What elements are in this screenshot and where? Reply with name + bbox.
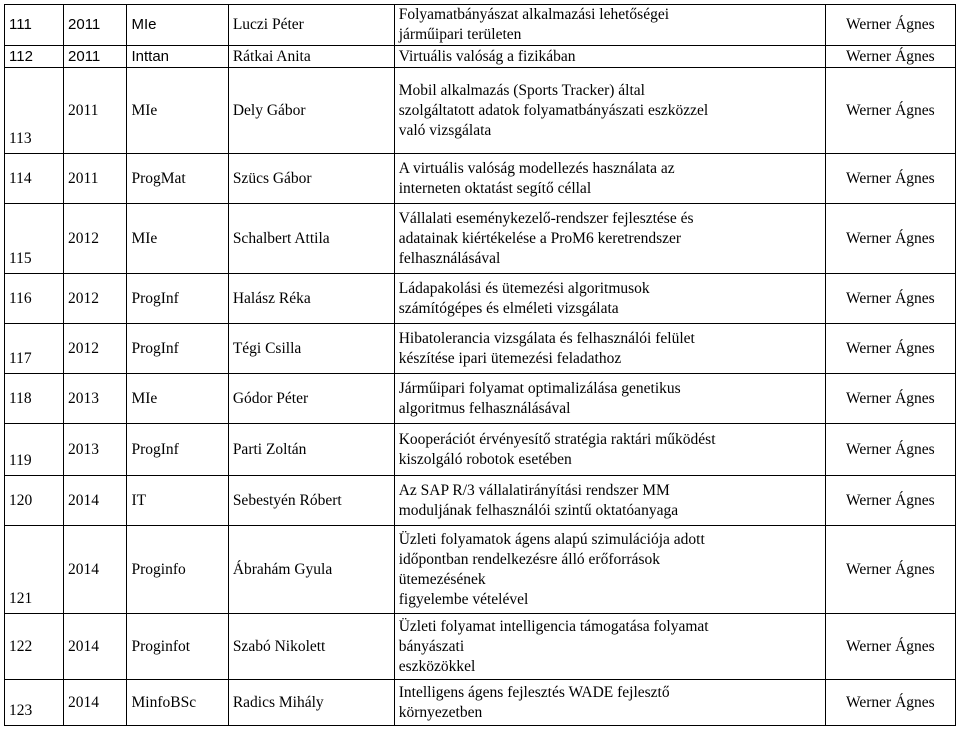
row-thesis-title	[394, 204, 825, 274]
row-program: ProgInf	[127, 274, 228, 324]
title-line: való vizsgálata	[398, 121, 492, 139]
row-number: 118	[5, 374, 64, 424]
title-line: készítése ipari ütemezési feladathoz	[398, 349, 622, 367]
row-number: 112	[5, 46, 64, 68]
table-row	[5, 274, 956, 324]
table-row	[5, 46, 956, 68]
title-line: Virtuális valóság a fizikában	[398, 47, 576, 65]
title-line: járműipari területen	[398, 26, 522, 43]
row-supervisor: Werner Ágnes	[825, 374, 955, 424]
title-line: Az SAP R/3 vállalatirányítási rendszer MM	[398, 481, 670, 499]
title-line: Járműipari folyamat optimalizálása genetikus	[398, 379, 681, 397]
row-thesis-title	[394, 424, 825, 476]
title-line: eszközökkel	[398, 657, 476, 675]
title-line: interneten oktatást segítő céllal	[398, 179, 592, 197]
title-line: algoritmus felhasználásával	[398, 399, 571, 417]
row-supervisor: Werner Ágnes	[825, 476, 955, 526]
row-student-name: Sebestyén Róbert	[228, 476, 394, 526]
row-number: 121	[5, 526, 64, 614]
row-number: 113	[5, 68, 64, 154]
row-program: Proginfo	[127, 526, 228, 614]
row-thesis-title	[394, 274, 825, 324]
row-supervisor: Werner Ágnes	[825, 324, 955, 374]
row-student-name: Rátkai Anita	[228, 46, 394, 68]
row-year: 2011	[64, 68, 127, 154]
row-program: MIe	[127, 68, 228, 154]
row-thesis-title	[394, 324, 825, 374]
row-program: MIe	[127, 374, 228, 424]
row-thesis-title	[394, 5, 825, 46]
table-row	[5, 374, 956, 424]
title-line: A virtuális valóság modellezés használata az	[398, 159, 675, 177]
title-line: számítógépes és elméleti vizsgálata	[398, 299, 619, 317]
row-thesis-title	[394, 614, 825, 680]
row-supervisor: Werner Ágnes	[825, 424, 955, 476]
row-number: 115	[5, 204, 64, 274]
row-supervisor: Werner Ágnes	[825, 154, 955, 204]
title-line: Mobil alkalmazás (Sports Tracker) által	[398, 81, 645, 99]
row-year: 2012	[64, 324, 127, 374]
row-supervisor: Werner Ágnes	[825, 274, 955, 324]
row-supervisor: Werner Ágnes	[825, 5, 955, 46]
title-line: Üzleti folyamatok ágens alapú szimulációja adott	[398, 530, 705, 548]
row-program: MinfoBSc	[127, 680, 228, 726]
table-row	[5, 68, 956, 154]
row-program: Proginfot	[127, 614, 228, 680]
row-number: 117	[5, 324, 64, 374]
row-year: 2012	[64, 274, 127, 324]
row-student-name: Gódor Péter	[228, 374, 394, 424]
row-year: 2014	[64, 526, 127, 614]
row-program: ProgInf	[127, 424, 228, 476]
row-year: 2014	[64, 614, 127, 680]
row-student-name: Halász Réka	[228, 274, 394, 324]
table-row	[5, 5, 956, 46]
row-supervisor: Werner Ágnes	[825, 526, 955, 614]
row-thesis-title	[394, 680, 825, 726]
row-number: 120	[5, 476, 64, 526]
title-line: Hibatolerancia vizsgálata és felhasználói felület	[398, 329, 695, 347]
row-year: 2012	[64, 204, 127, 274]
row-supervisor: Werner Ágnes	[825, 680, 955, 726]
row-program: ProgInf	[127, 324, 228, 374]
row-student-name: Parti Zoltán	[228, 424, 394, 476]
row-supervisor: Werner Ágnes	[825, 68, 955, 154]
row-student-name: Luczi Péter	[228, 5, 394, 46]
row-year: 2013	[64, 374, 127, 424]
row-thesis-title	[394, 476, 825, 526]
title-line: környezetben	[398, 703, 483, 721]
row-program: MIe	[127, 204, 228, 274]
title-line: időpontban rendelkezésre álló erőforrások	[398, 550, 660, 568]
row-program: IT	[127, 476, 228, 526]
table-row	[5, 526, 956, 614]
row-student-name: Tégi Csilla	[228, 324, 394, 374]
title-line: bányászati	[398, 637, 465, 655]
table-row	[5, 680, 956, 726]
row-program: Inttan	[127, 46, 228, 68]
row-thesis-title	[394, 46, 825, 68]
title-line: Intelligens ágens fejlesztés WADE fejlesztő	[398, 683, 670, 701]
row-number: 119	[5, 424, 64, 476]
row-supervisor: Werner Ágnes	[825, 204, 955, 274]
row-year: 2014	[64, 476, 127, 526]
row-thesis-title	[394, 154, 825, 204]
thesis-table-body	[5, 5, 956, 726]
row-year: 2014	[64, 680, 127, 726]
title-line: Kooperációt érvényesítő stratégia raktári működést	[398, 430, 716, 448]
row-year: 2011	[64, 154, 127, 204]
row-thesis-title	[394, 526, 825, 614]
row-number: 111	[5, 5, 64, 46]
table-row	[5, 476, 956, 526]
row-thesis-title	[394, 68, 825, 154]
table-row	[5, 614, 956, 680]
row-number: 123	[5, 680, 64, 726]
title-line: Vállalati eseménykezelő-rendszer fejlesztése és	[398, 209, 694, 227]
title-line: felhasználásával	[398, 249, 501, 267]
row-program: MIe	[127, 5, 228, 46]
row-thesis-title	[394, 374, 825, 424]
row-number: 122	[5, 614, 64, 680]
title-line: Folyamatbányászat alkalmazási lehetőségei	[398, 6, 670, 23]
row-year: 2011	[64, 5, 127, 46]
title-line: Üzleti folyamat intelligencia támogatása folyamat	[398, 617, 709, 635]
title-line: ütemezésének	[398, 570, 486, 588]
row-supervisor: Werner Ágnes	[825, 46, 955, 68]
row-year: 2013	[64, 424, 127, 476]
row-year: 2011	[64, 46, 127, 68]
table-row	[5, 424, 956, 476]
row-student-name: Szücs Gábor	[228, 154, 394, 204]
title-line: szolgáltatott adatok folyamatbányászati eszközzel	[398, 101, 709, 119]
title-line: Ládapakolási és ütemezési algoritmusok	[398, 279, 650, 297]
row-student-name: Schalbert Attila	[228, 204, 394, 274]
row-student-name: Dely Gábor	[228, 68, 394, 154]
title-line: adatainak kiértékelése a ProM6 keretrendszer	[398, 229, 682, 247]
thesis-table	[4, 4, 956, 726]
table-row	[5, 154, 956, 204]
row-student-name: Szabó Nikolett	[228, 614, 394, 680]
table-row	[5, 204, 956, 274]
row-supervisor: Werner Ágnes	[825, 614, 955, 680]
row-student-name: Radics Mihály	[228, 680, 394, 726]
title-line: moduljának felhasználói szintű oktatóanyaga	[398, 501, 679, 519]
row-number: 116	[5, 274, 64, 324]
row-program: ProgMat	[127, 154, 228, 204]
row-number: 114	[5, 154, 64, 204]
row-student-name: Ábrahám Gyula	[228, 526, 394, 614]
title-line: kiszolgáló robotok esetében	[398, 450, 572, 468]
title-line: figyelembe vételével	[398, 590, 529, 608]
table-row	[5, 324, 956, 374]
